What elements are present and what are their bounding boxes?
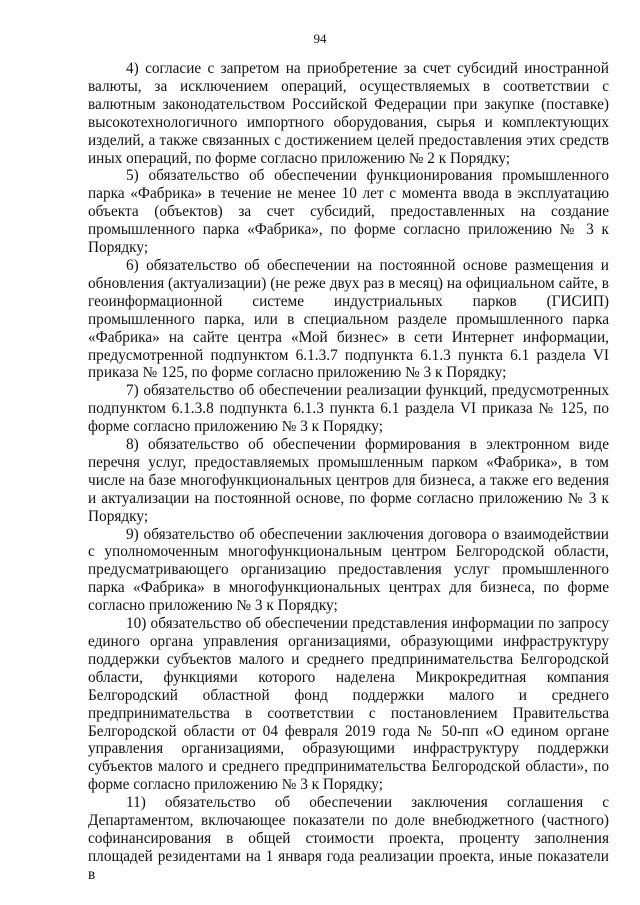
paragraph-item-6: 6) обязательство об обеспечении на постоянной основе размещения и обновления (актуализации) (не реже двух раз в месяц) на официальном сайте, в геоинформационной системе индустриальных парков (ГИСИП) промышленного парка, или в специальном разделе промышленного парка «Фабрика» на сайте центра «Мой бизнес» в сети Интернет информации, предусмотренной подпунктом 6.1.3.7 подпункта 6.1.3 пункта 6.1 раздела VI приказа № 125, по форме согласно приложению № 3 к Порядку; [88,256,609,382]
paragraph-item-9: 9) обязательство об обеспечении заключения договора о взаимодействии с уполномоченным многофункциональным центром Белгородской области, предусматривающего организацию предоставления услуг промышленного парка «Фабрика» в многофункциональных центрах для бизнеса, по форме согласно приложению № 3 к Порядку; [88,525,609,615]
paragraph-item-10: 10) обязательство об обеспечении представления информации по запросу единого органа управления организациями, образующими инфраструктуру поддержки субъектов малого и среднего предпринимательства Белгородской области, функциями которого наделена Микрокредитная компания Белгородский областной фонд поддержки малого и среднего предпринимательства в соответствии с постановлением Правительства Белгородской области от 04 февраля 2019 года № 50-пп «О едином органе управления организациями, образующими инфраструктуру поддержки субъектов малого и среднего предпринимательства Белгородской области», по форме согласно приложению № 3 к Порядку; [88,615,609,794]
document-body [88,60,609,884]
paragraph-item-4: 4) согласие с запретом на приобретение за счет субсидий иностранной валюты, за исключением операций, осуществляемых в соответствии с валютным законодательством Российской Федерации при закупке (поставке) высокотехнологичного импортного оборудования, сырья и комплектующих изделий, а также связанных с достижением целей предоставления этих средств иных операций, по форме согласно приложению № 2 к Порядку; [88,60,609,167]
paragraph-item-11: 11) обязательство об обеспечении заключения соглашения с Департаментом, включающее показатели по доле внебюджетного (частного) софинансирования в общей стоимости проекта, проценту заполнения площадей резидентами на 1 января года реализации проекта, иные показатели в [88,794,609,883]
paragraph-item-7: 7) обязательство об обеспечении реализации функций, предусмотренных подпунктом 6.1.3.8 подпункта 6.1.3 пункта 6.1 раздела VI приказа № 125, по форме согласно приложению № 3 к Порядку; [88,382,609,436]
paragraph-item-8: 8) обязательство об обеспечении формирования в электронном виде перечня услуг, предоставляемых промышленным парком «Фабрика», в том числе на базе многофункциональных центров для бизнеса, а также его ведения и актуализации на постоянной основе, по форме согласно приложению № 3 к Порядку; [88,436,609,525]
page-number: 94 [313,31,327,46]
paragraph-item-5: 5) обязательство об обеспечении функционирования промышленного парка «Фабрика» в течение не менее 10 лет с момента ввода в эксплуатацию объекта (объектов) за счет субсидий, предоставленных на создание промышленного парка «Фабрика», по форме согласно приложению № 3 к Порядку; [88,167,609,257]
